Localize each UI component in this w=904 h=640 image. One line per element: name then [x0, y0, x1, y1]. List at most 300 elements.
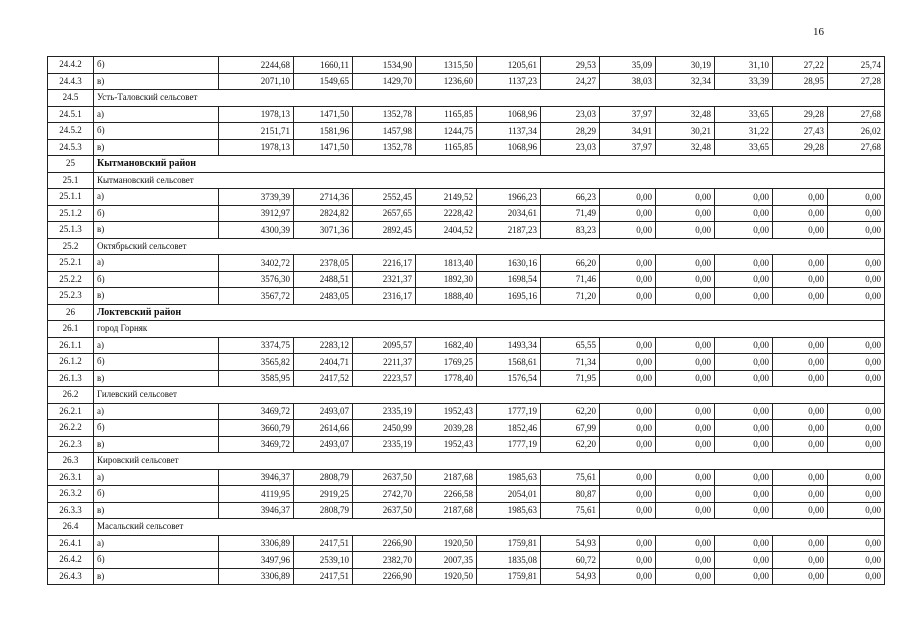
value-cell: 0,00 — [600, 222, 656, 239]
value-cell: 2483,05 — [294, 288, 353, 305]
value-cell: 0,00 — [600, 469, 656, 486]
value-cell: 2071,10 — [219, 73, 294, 90]
section-row — [48, 519, 885, 536]
page-number: 16 — [813, 26, 824, 38]
value-cell: 0,00 — [600, 552, 656, 569]
value-cell: 2824,82 — [294, 205, 353, 222]
value-cell: 0,00 — [828, 535, 885, 552]
value-cell: 0,00 — [656, 403, 715, 420]
value-cell: 0,00 — [715, 552, 773, 569]
row-code: 25.2.2 — [48, 271, 94, 288]
table-row — [48, 255, 885, 272]
value-cell: 2151,71 — [219, 123, 294, 140]
district-title: Локтевский район — [94, 304, 885, 321]
value-cell: 0,00 — [656, 436, 715, 453]
value-cell: 0,00 — [600, 288, 656, 305]
value-cell: 0,00 — [715, 222, 773, 239]
value-cell: 0,00 — [828, 469, 885, 486]
value-cell: 2417,51 — [294, 568, 353, 585]
value-cell: 37,97 — [600, 106, 656, 123]
value-cell: 0,00 — [656, 486, 715, 503]
value-cell: 0,00 — [600, 535, 656, 552]
value-cell: 1978,13 — [219, 139, 294, 156]
value-cell: 0,00 — [828, 370, 885, 387]
row-code: 26.3.2 — [48, 486, 94, 503]
row-label: б) — [94, 123, 219, 140]
row-label: а) — [94, 106, 219, 123]
value-cell: 0,00 — [656, 337, 715, 354]
value-cell: 0,00 — [773, 288, 828, 305]
district-title: Кытмановский район — [94, 156, 885, 173]
value-cell: 2539,10 — [294, 552, 353, 569]
value-cell: 71,49 — [541, 205, 600, 222]
row-code: 26.1.2 — [48, 354, 94, 371]
value-cell: 0,00 — [715, 255, 773, 272]
value-cell: 4300,39 — [219, 222, 294, 239]
value-cell: 0,00 — [828, 502, 885, 519]
value-cell: 32,48 — [656, 139, 715, 156]
value-cell: 1769,25 — [416, 354, 477, 371]
value-cell: 0,00 — [715, 436, 773, 453]
value-cell: 27,43 — [773, 123, 828, 140]
tariff-table — [47, 56, 885, 585]
value-cell: 0,00 — [773, 354, 828, 371]
value-cell: 1244,75 — [416, 123, 477, 140]
value-cell: 0,00 — [715, 288, 773, 305]
value-cell: 0,00 — [715, 486, 773, 503]
value-cell: 1581,96 — [294, 123, 353, 140]
row-code: 24.5 — [48, 90, 94, 107]
table-row — [48, 568, 885, 585]
value-cell: 23,03 — [541, 139, 600, 156]
value-cell: 2316,17 — [353, 288, 416, 305]
value-cell: 1205,61 — [477, 57, 541, 74]
value-cell: 0,00 — [715, 189, 773, 206]
value-cell: 0,00 — [715, 370, 773, 387]
value-cell: 80,87 — [541, 486, 600, 503]
value-cell: 3565,82 — [219, 354, 294, 371]
table-row — [48, 486, 885, 503]
value-cell: 0,00 — [600, 486, 656, 503]
value-cell: 0,00 — [656, 502, 715, 519]
section-title: Гилевский сельсовет — [94, 387, 885, 404]
value-cell: 3469,72 — [219, 403, 294, 420]
value-cell: 2039,28 — [416, 420, 477, 437]
value-cell: 3071,36 — [294, 222, 353, 239]
value-cell: 2637,50 — [353, 502, 416, 519]
value-cell: 0,00 — [773, 255, 828, 272]
row-label: в) — [94, 139, 219, 156]
value-cell: 1985,63 — [477, 469, 541, 486]
table-row — [48, 354, 885, 371]
row-code: 26.4.2 — [48, 552, 94, 569]
value-cell: 2378,05 — [294, 255, 353, 272]
value-cell: 0,00 — [715, 403, 773, 420]
value-cell: 27,68 — [828, 106, 885, 123]
value-cell: 3306,89 — [219, 568, 294, 585]
value-cell: 23,03 — [541, 106, 600, 123]
value-cell: 1920,50 — [416, 535, 477, 552]
value-cell: 37,97 — [600, 139, 656, 156]
value-cell: 2919,25 — [294, 486, 353, 503]
value-cell: 54,93 — [541, 535, 600, 552]
value-cell: 1978,13 — [219, 106, 294, 123]
value-cell: 1682,40 — [416, 337, 477, 354]
value-cell: 0,00 — [600, 189, 656, 206]
table-row — [48, 57, 885, 74]
value-cell: 0,00 — [828, 271, 885, 288]
value-cell: 0,00 — [828, 420, 885, 437]
value-cell: 29,28 — [773, 106, 828, 123]
district-row — [48, 304, 885, 321]
value-cell: 0,00 — [773, 535, 828, 552]
value-cell: 29,28 — [773, 139, 828, 156]
row-label: а) — [94, 403, 219, 420]
value-cell: 2493,07 — [294, 436, 353, 453]
value-cell: 0,00 — [715, 337, 773, 354]
value-cell: 2187,68 — [416, 469, 477, 486]
value-cell: 27,28 — [828, 73, 885, 90]
value-cell: 66,20 — [541, 255, 600, 272]
value-cell: 1892,30 — [416, 271, 477, 288]
value-cell: 0,00 — [715, 420, 773, 437]
value-cell: 0,00 — [773, 189, 828, 206]
row-label: б) — [94, 205, 219, 222]
value-cell: 0,00 — [656, 552, 715, 569]
row-label: б) — [94, 271, 219, 288]
value-cell: 2149,52 — [416, 189, 477, 206]
table-row — [48, 535, 885, 552]
value-cell: 0,00 — [828, 255, 885, 272]
value-cell: 1471,50 — [294, 106, 353, 123]
value-cell: 1952,43 — [416, 436, 477, 453]
value-cell: 0,00 — [656, 354, 715, 371]
row-code: 24.5.1 — [48, 106, 94, 123]
value-cell: 2211,37 — [353, 354, 416, 371]
value-cell: 75,61 — [541, 469, 600, 486]
value-cell: 0,00 — [656, 271, 715, 288]
value-cell: 3374,75 — [219, 337, 294, 354]
value-cell: 2095,57 — [353, 337, 416, 354]
district-row — [48, 156, 885, 173]
value-cell: 1852,46 — [477, 420, 541, 437]
value-cell: 1759,81 — [477, 568, 541, 585]
value-cell: 33,65 — [715, 139, 773, 156]
table-row — [48, 73, 885, 90]
value-cell: 2808,79 — [294, 502, 353, 519]
section-row — [48, 453, 885, 470]
value-cell: 1985,63 — [477, 502, 541, 519]
value-cell: 2417,51 — [294, 535, 353, 552]
value-cell: 0,00 — [828, 436, 885, 453]
value-cell: 1549,65 — [294, 73, 353, 90]
section-title: город Горняк — [94, 321, 885, 338]
value-cell: 0,00 — [600, 255, 656, 272]
value-cell: 71,34 — [541, 354, 600, 371]
row-code: 25 — [48, 156, 94, 173]
row-code: 26.4.1 — [48, 535, 94, 552]
row-label: а) — [94, 189, 219, 206]
table-row — [48, 420, 885, 437]
value-cell: 3660,79 — [219, 420, 294, 437]
table-row — [48, 436, 885, 453]
section-row — [48, 90, 885, 107]
section-row — [48, 387, 885, 404]
value-cell: 0,00 — [773, 337, 828, 354]
table-row — [48, 139, 885, 156]
section-row — [48, 238, 885, 255]
value-cell: 1137,34 — [477, 123, 541, 140]
value-cell: 0,00 — [600, 271, 656, 288]
table-row — [48, 222, 885, 239]
value-cell: 2488,51 — [294, 271, 353, 288]
table-row — [48, 271, 885, 288]
value-cell: 0,00 — [600, 568, 656, 585]
value-cell: 62,20 — [541, 436, 600, 453]
value-cell: 0,00 — [828, 222, 885, 239]
value-cell: 1888,40 — [416, 288, 477, 305]
value-cell: 1471,50 — [294, 139, 353, 156]
value-cell: 1165,85 — [416, 139, 477, 156]
value-cell: 2216,17 — [353, 255, 416, 272]
value-cell: 2552,45 — [353, 189, 416, 206]
row-label: а) — [94, 535, 219, 552]
value-cell: 1695,16 — [477, 288, 541, 305]
value-cell: 54,93 — [541, 568, 600, 585]
value-cell: 31,10 — [715, 57, 773, 74]
value-cell: 1165,85 — [416, 106, 477, 123]
row-code: 26.2 — [48, 387, 94, 404]
value-cell: 0,00 — [715, 271, 773, 288]
table-row — [48, 370, 885, 387]
value-cell: 1315,50 — [416, 57, 477, 74]
value-cell: 3567,72 — [219, 288, 294, 305]
value-cell: 1966,23 — [477, 189, 541, 206]
value-cell: 0,00 — [600, 205, 656, 222]
value-cell: 71,46 — [541, 271, 600, 288]
value-cell: 2034,61 — [477, 205, 541, 222]
value-cell: 4119,95 — [219, 486, 294, 503]
value-cell: 1068,96 — [477, 106, 541, 123]
section-title: Кировский сельсовет — [94, 453, 885, 470]
value-cell: 1068,96 — [477, 139, 541, 156]
value-cell: 0,00 — [828, 354, 885, 371]
value-cell: 65,55 — [541, 337, 600, 354]
row-label: б) — [94, 420, 219, 437]
value-cell: 0,00 — [828, 288, 885, 305]
value-cell: 0,00 — [656, 469, 715, 486]
value-cell: 1236,60 — [416, 73, 477, 90]
value-cell: 3585,95 — [219, 370, 294, 387]
row-code: 26.1.3 — [48, 370, 94, 387]
table-row — [48, 288, 885, 305]
value-cell: 3497,96 — [219, 552, 294, 569]
value-cell: 0,00 — [600, 354, 656, 371]
value-cell: 2266,58 — [416, 486, 477, 503]
value-cell: 33,39 — [715, 73, 773, 90]
row-label: в) — [94, 502, 219, 519]
value-cell: 0,00 — [656, 535, 715, 552]
value-cell: 2742,70 — [353, 486, 416, 503]
value-cell: 2493,07 — [294, 403, 353, 420]
value-cell: 1352,78 — [353, 106, 416, 123]
value-cell: 0,00 — [715, 568, 773, 585]
value-cell: 27,22 — [773, 57, 828, 74]
row-code: 24.5.3 — [48, 139, 94, 156]
value-cell: 2228,42 — [416, 205, 477, 222]
value-cell: 1630,16 — [477, 255, 541, 272]
section-row — [48, 172, 885, 189]
value-cell: 2614,66 — [294, 420, 353, 437]
row-code: 24.5.2 — [48, 123, 94, 140]
value-cell: 0,00 — [828, 568, 885, 585]
value-cell: 1534,90 — [353, 57, 416, 74]
value-cell: 0,00 — [773, 403, 828, 420]
row-label: а) — [94, 337, 219, 354]
value-cell: 32,34 — [656, 73, 715, 90]
row-label: б) — [94, 57, 219, 74]
value-cell: 2892,45 — [353, 222, 416, 239]
section-title: Усть-Таловский сельсовет — [94, 90, 885, 107]
value-cell: 0,00 — [828, 337, 885, 354]
row-label: б) — [94, 486, 219, 503]
value-cell: 27,68 — [828, 139, 885, 156]
value-cell: 71,95 — [541, 370, 600, 387]
row-label: в) — [94, 73, 219, 90]
value-cell: 0,00 — [600, 436, 656, 453]
row-label: в) — [94, 436, 219, 453]
value-cell: 2054,01 — [477, 486, 541, 503]
value-cell: 1457,98 — [353, 123, 416, 140]
row-code: 26.4.3 — [48, 568, 94, 585]
value-cell: 1835,08 — [477, 552, 541, 569]
value-cell: 2450,99 — [353, 420, 416, 437]
row-label: а) — [94, 255, 219, 272]
value-cell: 0,00 — [656, 568, 715, 585]
table-row — [48, 403, 885, 420]
row-code: 26.1.1 — [48, 337, 94, 354]
value-cell: 0,00 — [773, 552, 828, 569]
value-cell: 2266,90 — [353, 568, 416, 585]
value-cell: 2335,19 — [353, 403, 416, 420]
row-code: 25.1.2 — [48, 205, 94, 222]
row-code: 26 — [48, 304, 94, 321]
section-title: Кытмановский сельсовет — [94, 172, 885, 189]
value-cell: 0,00 — [828, 189, 885, 206]
value-cell: 0,00 — [656, 370, 715, 387]
value-cell: 0,00 — [600, 502, 656, 519]
value-cell: 1137,23 — [477, 73, 541, 90]
value-cell: 2007,35 — [416, 552, 477, 569]
value-cell: 0,00 — [600, 337, 656, 354]
row-code: 26.2.1 — [48, 403, 94, 420]
value-cell: 1429,70 — [353, 73, 416, 90]
value-cell: 0,00 — [773, 271, 828, 288]
value-cell: 30,21 — [656, 123, 715, 140]
value-cell: 2244,68 — [219, 57, 294, 74]
value-cell: 28,29 — [541, 123, 600, 140]
row-label: в) — [94, 222, 219, 239]
value-cell: 71,20 — [541, 288, 600, 305]
value-cell: 2335,19 — [353, 436, 416, 453]
table-row — [48, 123, 885, 140]
row-code: 24.4.2 — [48, 57, 94, 74]
value-cell: 2404,52 — [416, 222, 477, 239]
row-code: 25.1 — [48, 172, 94, 189]
row-label: б) — [94, 354, 219, 371]
value-cell: 33,65 — [715, 106, 773, 123]
value-cell: 0,00 — [656, 205, 715, 222]
row-code: 25.2.3 — [48, 288, 94, 305]
row-code: 26.1 — [48, 321, 94, 338]
value-cell: 0,00 — [773, 370, 828, 387]
row-code: 26.2.2 — [48, 420, 94, 437]
value-cell: 0,00 — [828, 486, 885, 503]
value-cell: 24,27 — [541, 73, 600, 90]
value-cell: 0,00 — [773, 568, 828, 585]
value-cell: 2283,12 — [294, 337, 353, 354]
row-code: 26.4 — [48, 519, 94, 536]
value-cell: 2714,36 — [294, 189, 353, 206]
value-cell: 1660,11 — [294, 57, 353, 74]
value-cell: 38,03 — [600, 73, 656, 90]
value-cell: 1777,19 — [477, 403, 541, 420]
value-cell: 2637,50 — [353, 469, 416, 486]
row-code: 25.2.1 — [48, 255, 94, 272]
section-title: Масальский сельсовет — [94, 519, 885, 536]
value-cell: 2417,52 — [294, 370, 353, 387]
section-row — [48, 321, 885, 338]
value-cell: 2382,70 — [353, 552, 416, 569]
value-cell: 0,00 — [828, 205, 885, 222]
value-cell: 0,00 — [656, 255, 715, 272]
value-cell: 60,72 — [541, 552, 600, 569]
value-cell: 3469,72 — [219, 436, 294, 453]
value-cell: 1952,43 — [416, 403, 477, 420]
value-cell: 0,00 — [828, 552, 885, 569]
value-cell: 3402,72 — [219, 255, 294, 272]
row-code: 26.3 — [48, 453, 94, 470]
table-row — [48, 337, 885, 354]
value-cell: 0,00 — [773, 469, 828, 486]
value-cell: 0,00 — [600, 403, 656, 420]
value-cell: 1777,19 — [477, 436, 541, 453]
value-cell: 0,00 — [715, 535, 773, 552]
table-row — [48, 469, 885, 486]
value-cell: 0,00 — [656, 222, 715, 239]
value-cell: 0,00 — [715, 502, 773, 519]
row-code: 26.2.3 — [48, 436, 94, 453]
value-cell: 2187,23 — [477, 222, 541, 239]
table-row — [48, 205, 885, 222]
value-cell: 1920,50 — [416, 568, 477, 585]
value-cell: 34,91 — [600, 123, 656, 140]
value-cell: 3576,30 — [219, 271, 294, 288]
value-cell: 1493,34 — [477, 337, 541, 354]
value-cell: 1352,78 — [353, 139, 416, 156]
section-title: Октябрьский сельсовет — [94, 238, 885, 255]
row-code: 25.1.3 — [48, 222, 94, 239]
value-cell: 32,48 — [656, 106, 715, 123]
value-cell: 67,99 — [541, 420, 600, 437]
row-label: б) — [94, 552, 219, 569]
table-row — [48, 189, 885, 206]
value-cell: 0,00 — [828, 403, 885, 420]
table-body — [48, 57, 885, 585]
value-cell: 0,00 — [773, 222, 828, 239]
value-cell: 2266,90 — [353, 535, 416, 552]
value-cell: 0,00 — [773, 486, 828, 503]
